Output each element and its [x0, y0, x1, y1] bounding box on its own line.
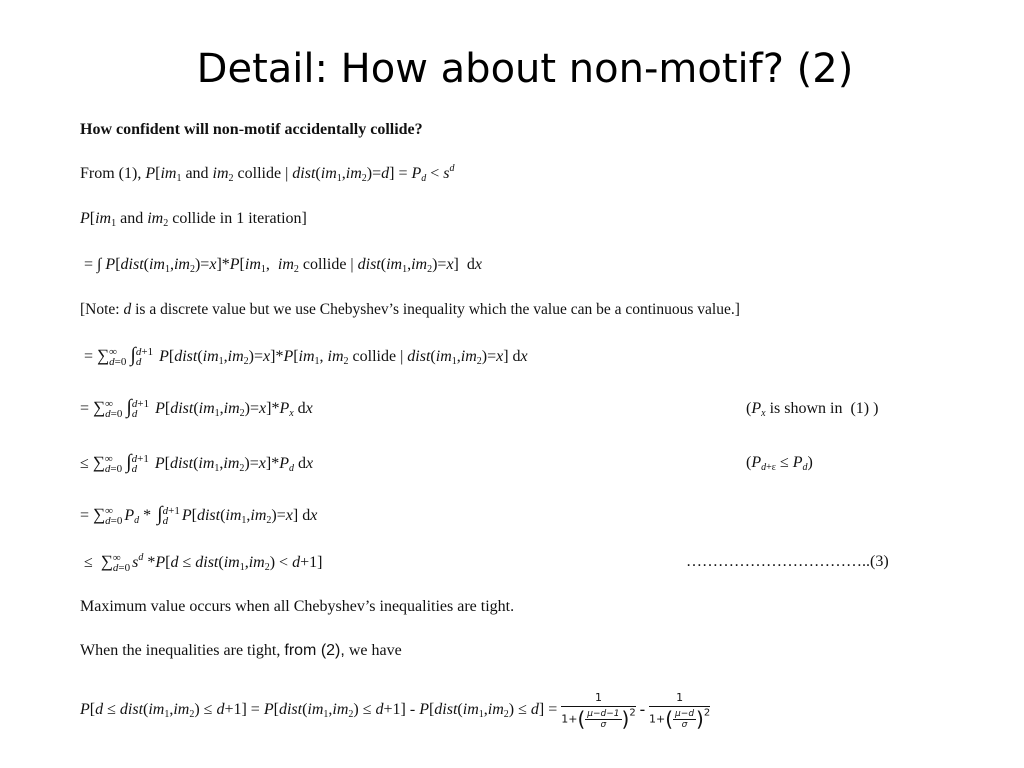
equation-sum-integral-3: ≤ ∑ ∞ d=0 ∫ d+1 d $P[dist(im_1,im_2)=x]*P_d$ dx — [80, 451, 314, 476]
note-px-shown: ($P_x$ is shown in (1) ) — [746, 400, 879, 419]
max-value-text: Maximum value occurs when all Chebyshev’s inequalities are tight. — [80, 598, 515, 615]
slide-title: Detail: How about non-motif? (2) — [196, 46, 854, 92]
question-heading: How confident will non-motif accidentally collide? — [80, 121, 423, 138]
equation-from-1: From (1), $P[im_1$ and $im_2$ collide | $dist(im_1,im_2)=d] = P_d < s^d$ — [80, 163, 455, 184]
tight-text-b: from (2), — [284, 642, 345, 659]
note-pd-inequality: $(P_{d+\varepsilon} \le P_d)$ — [746, 454, 813, 473]
tight-text-a: When the inequalities are tight, — [80, 642, 285, 659]
equation-integral: = ∫ $P[dist(im_1,im_2)=x]*P[im_1$, $im_2$ collide | $dist(im_1,im_2)=x$] dx — [80, 256, 482, 275]
equation-sum-integral-2: = ∑ ∞ d=0 ∫ d+1 d $P[dist(im_1,im_2)=x]*P_x$ dx — [80, 396, 313, 421]
tight-text-c: we have — [344, 642, 402, 659]
equation-3-label: ……………………………..(3) — [686, 553, 889, 570]
final-equation: $P[d \le dist(im_1,im_2) \le d+1]$ = $P[dist(im_1,im_2) \le d+1]$ - $P[dist(im_1,im_2) \le d]$ = 1 1+( $\frac{\mu-d-1}{\sigma}$ )$^2$ - 1 1+( $\frac{\mu-d}{\sigma}$ )$^2$ — [80, 691, 711, 731]
fraction-second: 1 1+( $\frac{\mu-d}{\sigma}$ )$^2$ — [649, 691, 711, 731]
equation-sum-integral-1: = ∑ ∞ d=0 ∫ d+1 d $P[dist(im_1,im_2)=x]*P[im_1$, $im_2$ collide | $dist(im_1,im_2)=x$] dx — [80, 344, 528, 369]
note-chebyshev: [Note: d is a discrete value but we use Chebyshev’s inequality which the value can be a continuous value.] — [80, 301, 740, 318]
equation-sum-pd-integral: = ∑ ∞ d=0 $P_d$ * ∫ d+1 d $P[dist(im_1,im_2)=x]$ dx — [80, 503, 318, 528]
fraction-first: 1 1+( $\frac{\mu-d-1}{\sigma}$ )$^2$ — [561, 691, 636, 731]
equation-3: ≤ ∑ ∞ d=0 $s^d$ $*P[d \le dist(im_1,im_2) < d+1]$ — [80, 552, 323, 575]
tight-inequalities-text — [80, 641, 402, 661]
equation-collide-iteration: $P[im_1$ and $im_2$ collide in 1 iteration] — [80, 210, 307, 229]
